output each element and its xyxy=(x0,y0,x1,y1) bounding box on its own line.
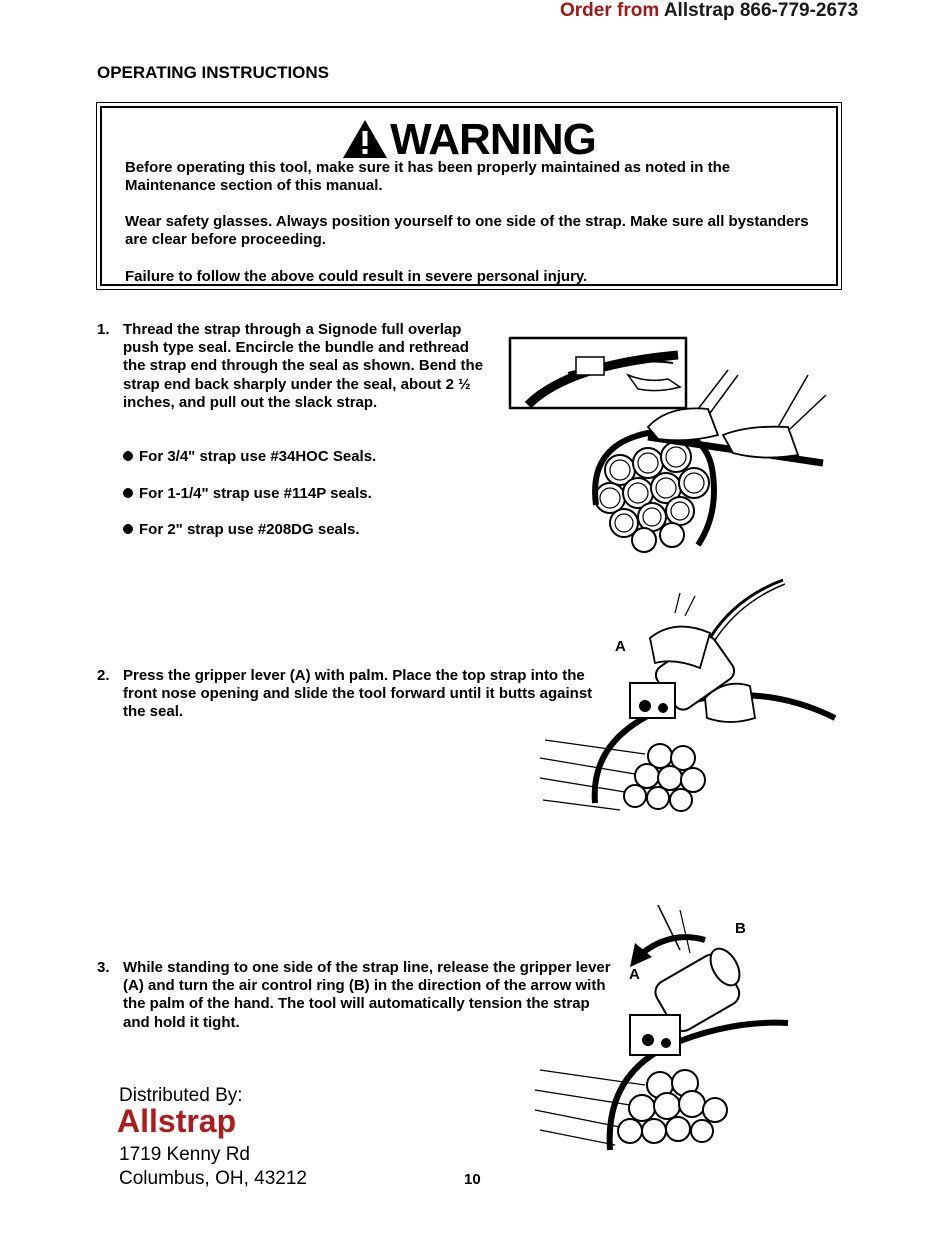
figure-label-a: A xyxy=(629,966,640,983)
warning-triangle-icon xyxy=(342,119,388,159)
page-title: OPERATING INSTRUCTIONS xyxy=(97,63,330,82)
step-text: Press the gripper lever (A) with palm. Place the top strap into the front nose opening and slide the tool forward until it butts against the seal. xyxy=(123,667,593,721)
warning-heading xyxy=(102,116,836,164)
warning-box xyxy=(96,102,842,290)
order-phone-line xyxy=(560,0,858,22)
list-item: For 2" strap use #208DG seals. xyxy=(123,521,360,538)
page-number: 10 xyxy=(464,1171,481,1188)
step-number: 1. xyxy=(97,321,110,338)
warning-paragraph: Failure to follow the above could result in severe personal injury. xyxy=(125,268,588,285)
bullet-icon xyxy=(123,488,133,498)
address-line-2: Columbus, OH, 43212 xyxy=(119,1168,307,1189)
figure-label-a: A xyxy=(615,638,626,655)
order-contact: Allstrap 866-779-2673 xyxy=(663,0,859,21)
tool-on-strap-illustration xyxy=(535,578,840,818)
step-text: Thread the strap through a Signode full overlap push type seal. Encircle the bundle and rethread the strap end through the seal as shown. Bend the strap end back sharply under the seal, about 2 ½ inches, and pull out the slack strap. xyxy=(123,321,484,411)
distributed-by-label: Distributed By: xyxy=(119,1085,243,1106)
warning-heading-text: WARNING xyxy=(390,115,596,164)
strap-threading-illustration xyxy=(508,335,838,555)
address-line-1: 1719 Kenny Rd xyxy=(119,1144,250,1165)
order-prefix: Order from xyxy=(560,0,660,21)
bullet-icon xyxy=(123,524,133,534)
figure-label-b: B xyxy=(735,920,746,937)
step-text: While standing to one side of the strap line, release the gripper lever (A) and turn the air control ring (B) in the direction of the arrow with the palm of the hand. The tool will automatically tension the strap and hold it tight. xyxy=(123,959,611,1031)
distributor-brand: Allstrap xyxy=(117,1103,237,1139)
tension-illustration xyxy=(530,905,792,1155)
list-item: For 3/4" strap use #34HOC Seals. xyxy=(123,448,376,465)
step-number: 3. xyxy=(97,959,110,976)
list-item: For 1-1/4" strap use #114P seals. xyxy=(123,485,372,502)
warning-paragraph: Wear safety glasses. Always position yourself to one side of the strap. Make sure all bystanders are clear before proceeding. xyxy=(125,213,809,248)
step-number: 2. xyxy=(97,667,110,684)
bullet-icon xyxy=(123,451,133,461)
warning-paragraph: Before operating this tool, make sure it has been properly maintained as noted in the Maintenance section of this manual. xyxy=(125,159,731,194)
